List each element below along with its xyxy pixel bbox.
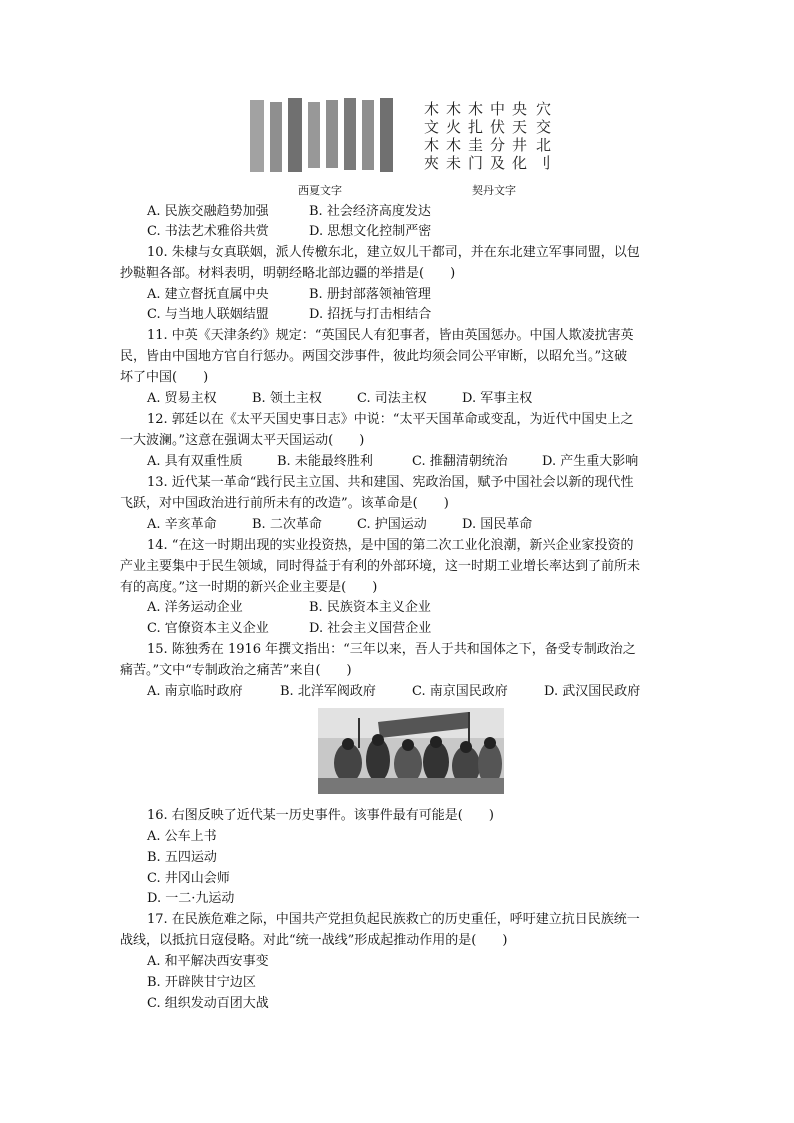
svg-text:未: 未	[446, 154, 462, 172]
svg-text:天: 天	[512, 118, 528, 136]
q10-stem-line1: 10. 朱棣与女真联姻，派人传檄东北，建立奴儿干都司，并在东北建立军事同盟，以包	[147, 245, 640, 260]
svg-text:及: 及	[490, 154, 506, 172]
svg-text:火: 火	[446, 118, 462, 136]
q17-option-c[interactable]: C. 组织发动百团大战	[147, 996, 269, 1011]
q16-stem-line1: 16. 右图反映了近代某一历史事件。该事件最有可能是( )	[147, 808, 494, 823]
q11-option-b[interactable]: B. 领土主权	[252, 391, 322, 406]
q9-option-b[interactable]: B. 社会经济高度发达	[309, 204, 431, 219]
svg-text:央: 央	[512, 100, 528, 118]
svg-text:圭: 圭	[468, 136, 484, 154]
svg-text:文: 文	[424, 118, 440, 136]
svg-text:木: 木	[424, 136, 440, 154]
q11-option-c[interactable]: C. 司法主权	[357, 391, 427, 406]
q14-option-d[interactable]: D. 社会主义国营企业	[309, 621, 432, 636]
q17-stem-line2: 战线，以抵抗日寇侵略。对此“统一战线”形成起推动作用的是( )	[120, 933, 508, 948]
q9-option-d[interactable]: D. 思想文化控制严密	[309, 224, 432, 239]
q12-option-b[interactable]: B. 未能最终胜利	[277, 454, 373, 469]
q12-option-c[interactable]: C. 推翻清朝统治	[412, 454, 508, 469]
svg-text:分: 分	[490, 136, 506, 154]
khitan-script-image	[420, 96, 568, 197]
svg-text:木: 木	[424, 100, 440, 118]
q10-option-b[interactable]: B. 册封部落领袖管理	[309, 287, 431, 302]
q16-option-d[interactable]: D. 一二·九运动	[147, 891, 235, 906]
q10-option-a[interactable]: A. 建立督抚直属中央	[147, 287, 269, 302]
q10-stem-line2: 抄鞑靼各部。材料表明，明朝经略北部边疆的举措是( )	[120, 266, 456, 281]
q15-option-a[interactable]: A. 南京临时政府	[147, 684, 243, 699]
svg-text:木: 木	[446, 100, 462, 118]
q15-options-row	[147, 682, 640, 702]
q15-stem-line1: 15. 陈独秀在 1916 年撰文指出：“三年以来，吾人于共和国体之下，备受专制政治之	[147, 642, 636, 657]
q13-option-a[interactable]: A. 辛亥革命	[147, 517, 217, 532]
xixia-caption: 西夏文字	[298, 184, 342, 197]
svg-text:门: 门	[468, 154, 484, 172]
q14-option-a[interactable]: A. 洋务运动企业	[147, 600, 243, 615]
svg-text:木: 木	[468, 100, 484, 118]
svg-text:化: 化	[512, 154, 528, 172]
q10-options-row1	[147, 285, 431, 305]
q10-option-d[interactable]: D. 招抚与打击相结合	[309, 307, 432, 322]
svg-text:伏: 伏	[490, 118, 506, 136]
q10-option-c[interactable]: C. 与当地人联姻结盟	[147, 307, 269, 322]
q12-options-row	[147, 452, 638, 472]
q16-option-a[interactable]: A. 公车上书	[147, 829, 217, 844]
xixia-script-image	[248, 96, 398, 197]
q13-option-c[interactable]: C. 护国运动	[357, 517, 427, 532]
svg-text:夾: 夾	[424, 154, 440, 172]
q17-option-a[interactable]: A. 和平解决西安事变	[147, 954, 269, 969]
q15-stem-line2: 痛苦。”文中“专制政治之痛苦”来自( )	[120, 663, 352, 678]
q11-stem-line3: 坏了中国( )	[120, 370, 209, 385]
q14-options-row2	[147, 619, 431, 639]
q9-options-row1	[147, 202, 431, 222]
q17-stem-line1: 17. 在民族危难之际，中国共产党担负起民族救亡的历史重任，呼吁建立抗日民族统一	[147, 912, 640, 927]
q12-option-d[interactable]: D. 产生重大影响	[542, 454, 639, 469]
q15-option-d[interactable]: D. 武汉国民政府	[544, 684, 641, 699]
svg-text:井: 井	[512, 136, 528, 154]
q14-options-row1	[147, 598, 431, 618]
q13-stem-line2: 飞跃，对中国政治进行前所未有的改造”。该革命是( )	[120, 496, 449, 511]
svg-text:穴: 穴	[536, 100, 552, 118]
q16-option-b[interactable]: B. 五四运动	[147, 850, 217, 865]
q10-options-row2	[147, 305, 431, 325]
q11-option-d[interactable]: D. 军事主权	[462, 391, 533, 406]
q11-option-a[interactable]: A. 贸易主权	[147, 391, 217, 406]
q9-options-row2	[147, 222, 431, 242]
q14-stem-line1: 14. “在这一时期出现的实业投资热，是中国的第二次工业化浪潮，新兴企业家投资的	[147, 538, 634, 553]
svg-text:扎: 扎	[468, 118, 484, 136]
q15-option-c[interactable]: C. 南京国民政府	[412, 684, 508, 699]
svg-text:中: 中	[490, 100, 506, 118]
q11-options-row	[147, 389, 532, 409]
khitan-caption: 契丹文字	[472, 184, 516, 197]
q15-option-b[interactable]: B. 北洋军阀政府	[280, 684, 376, 699]
q12-stem-line2: 一大波澜。”这意在强调太平天国运动( )	[120, 433, 365, 448]
q14-stem-line3: 有的高度。”这一时期的新兴企业主要是( )	[120, 580, 378, 595]
svg-text:北: 北	[536, 136, 552, 154]
q12-option-a[interactable]: A. 具有双重性质	[147, 454, 243, 469]
q9-option-c[interactable]: C. 书法艺术雅俗共赏	[147, 224, 269, 239]
svg-text:木: 木	[446, 136, 462, 154]
q13-stem-line1: 13. 近代某一革命“践行民主立国、共和建国、宪政治国，赋予中国社会以新的现代性	[147, 475, 634, 490]
q12-stem-line1: 12. 郭廷以在《太平天国史事日志》中说：“太平天国革命或变乱，为近代中国史上之	[147, 412, 634, 427]
q11-stem-line1: 11. 中英《天津条约》规定：“英国民人有犯事者，皆由英国惩办。中国人欺凌扰害英	[147, 328, 634, 343]
script-figure	[248, 96, 568, 196]
q17-option-b[interactable]: B. 开辟陕甘宁边区	[147, 975, 256, 990]
q13-options-row	[147, 515, 532, 535]
svg-text:交: 交	[536, 118, 552, 136]
q14-option-c[interactable]: C. 官僚资本主义企业	[147, 621, 269, 636]
q13-option-d[interactable]: D. 国民革命	[462, 517, 533, 532]
q16-option-c[interactable]: C. 井冈山会师	[147, 871, 230, 886]
q14-option-b[interactable]: B. 民族资本主义企业	[309, 600, 431, 615]
q13-option-b[interactable]: B. 二次革命	[252, 517, 322, 532]
q11-stem-line2: 民，皆由中国地方官自行惩办。两国交涉事件，彼此均须会同公平审断，以昭允当。”这破	[120, 349, 628, 364]
protest-photo	[318, 708, 504, 794]
svg-text:刂: 刂	[536, 154, 552, 172]
q14-stem-line2: 产业主要集中于民生领域，同时得益于有利的外部环境，这一时期工业增长率达到了前所未	[120, 559, 641, 574]
q9-option-a[interactable]: A. 民族交融趋势加强	[147, 204, 269, 219]
